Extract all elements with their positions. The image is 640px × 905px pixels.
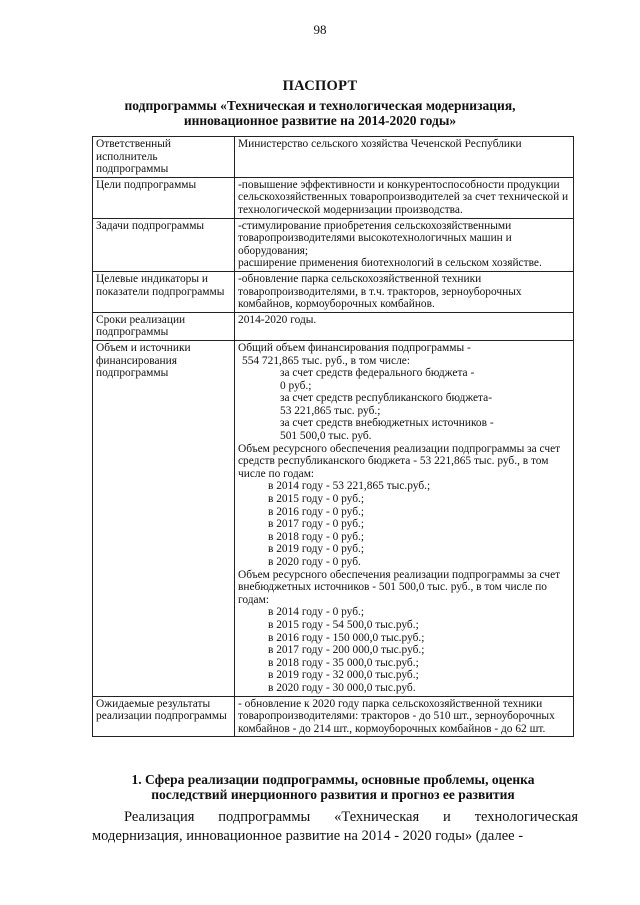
table-row <box>93 271 574 312</box>
funding-year-line: в 2018 году - 0 руб.; <box>268 530 365 543</box>
funding-year-line: в 2014 году - 0 руб.; <box>268 606 365 619</box>
row-label: Цели подпрограммы <box>93 177 235 218</box>
funding-year-line: в 2015 году - 54 500,0 тыс.руб.; <box>268 618 419 631</box>
funding-year-line: в 2019 году - 0 руб.; <box>268 543 365 556</box>
funding-republic-paragraph: Объем ресурсного обеспечения реализации подпрограммы за счет средств республиканского бюджета - 53 221,865 тыс. руб., в том числе по годам: <box>238 442 561 480</box>
funding-year-line: в 2017 году - 200 000,0 тыс.руб.; <box>268 644 425 657</box>
table-row <box>93 137 574 178</box>
row-label: Ожидаемые результаты реализации подпрограммы <box>93 696 235 737</box>
row-value: -повышение эффективности и конкурентоспособности продукции сельскохозяйственных товаропроизводителей за счет технической и технологической модернизации производства. <box>235 177 574 218</box>
section-heading: 1. Сфера реализации подпрограммы, основные проблемы, оценка последствий инерционного развития и прогноз ее развития <box>131 772 535 802</box>
row-value: - обновление к 2020 году парка сельскохозяйственной техники товаропроизводителями: тракторов - до 510 шт., зерноуборочных комбайнов - до 214 шт., кормоуборочных комбайнов - до 62 шт. <box>235 696 574 737</box>
funding-year-line: в 2016 году - 150 000,0 тыс.руб.; <box>268 631 425 644</box>
funding-federal-label: за счет средств федерального бюджета - <box>280 367 475 380</box>
row-label: Целевые индикаторы и показатели подпрограммы <box>93 271 235 312</box>
row-label: Задачи подпрограммы <box>93 218 235 271</box>
row-label: Ответственный исполнитель подпрограммы <box>93 137 235 178</box>
funding-year-line: в 2020 году - 0 руб. <box>268 556 361 568</box>
row-value: 2014-2020 годы. <box>235 312 574 340</box>
row-value <box>235 218 574 271</box>
funding-year-line: в 2020 году - 30 000,0 тыс.руб. <box>268 681 416 694</box>
page-number: 98 <box>313 22 327 37</box>
funding-year-line: в 2014 году - 53 221,865 тыс.руб.; <box>268 480 431 493</box>
row-label: Сроки реализации подпрограммы <box>93 312 235 340</box>
funding-cell <box>235 340 574 696</box>
funding-total-value: 554 721,865 тыс. руб., в том числе: <box>242 354 410 367</box>
row-value: -обновление парка сельскохозяйственной техники товаропроизводителями, в т.ч. тракторов, зерноуборочных комбайнов, кормоуборочных комбайнов. <box>235 271 574 312</box>
value-line: расширение применения биотехнологий в сельском хозяйстве. <box>238 257 542 270</box>
funding-year-line: в 2019 году - 32 000,0 тыс.руб.; <box>268 669 419 682</box>
table-row <box>93 218 574 271</box>
funding-extra-label: за счет средств внебюджетных источников - <box>280 417 494 430</box>
table-row <box>93 312 574 340</box>
funding-total-line: Общий объем финансирования подпрограммы - <box>238 341 471 354</box>
funding-year-line: в 2018 году - 35 000,0 тыс.руб.; <box>268 656 419 669</box>
table-row <box>93 340 574 696</box>
funding-year-line: в 2016 году - 0 руб.; <box>268 505 365 518</box>
funding-republic-value: 53 221,865 тыс. руб.; <box>280 404 381 417</box>
document-title: ПАСПОРТ <box>282 78 358 94</box>
table-row <box>93 177 574 218</box>
funding-federal-value: 0 руб.; <box>280 379 312 392</box>
document-subtitle: подпрограммы «Техническая и технологическая модернизация, инновационное развитие на 2014-2020 годы» <box>124 98 516 128</box>
value-line: -стимулирование приобретения сельскохозяйственными товаропроизводителями высокотехнологичных машин и оборудования; <box>238 219 512 257</box>
passport-table <box>92 136 574 737</box>
row-value: Министерство сельского хозяйства Чеченской Республики <box>235 137 574 178</box>
table-row <box>93 696 574 737</box>
row-label: Объем и источники финансирования подпрограммы <box>93 340 235 696</box>
funding-republic-label: за счет средств республиканского бюджета- <box>280 392 492 405</box>
funding-year-line: в 2015 году - 0 руб.; <box>268 493 365 506</box>
funding-extra-value: 501 500,0 тыс. руб. <box>280 430 372 443</box>
body-paragraph: Реализация подпрограммы «Техническая и технологическая модернизация, инновационное развитие на 2014 - 2020 годы» (далее - <box>92 809 578 844</box>
funding-extra-paragraph: Объем ресурсного обеспечения реализации подпрограммы за счет внебюджетных источников - 501 500,0 тыс. руб., в том числе по годам: <box>238 568 561 606</box>
funding-year-line: в 2017 году - 0 руб.; <box>268 518 365 531</box>
